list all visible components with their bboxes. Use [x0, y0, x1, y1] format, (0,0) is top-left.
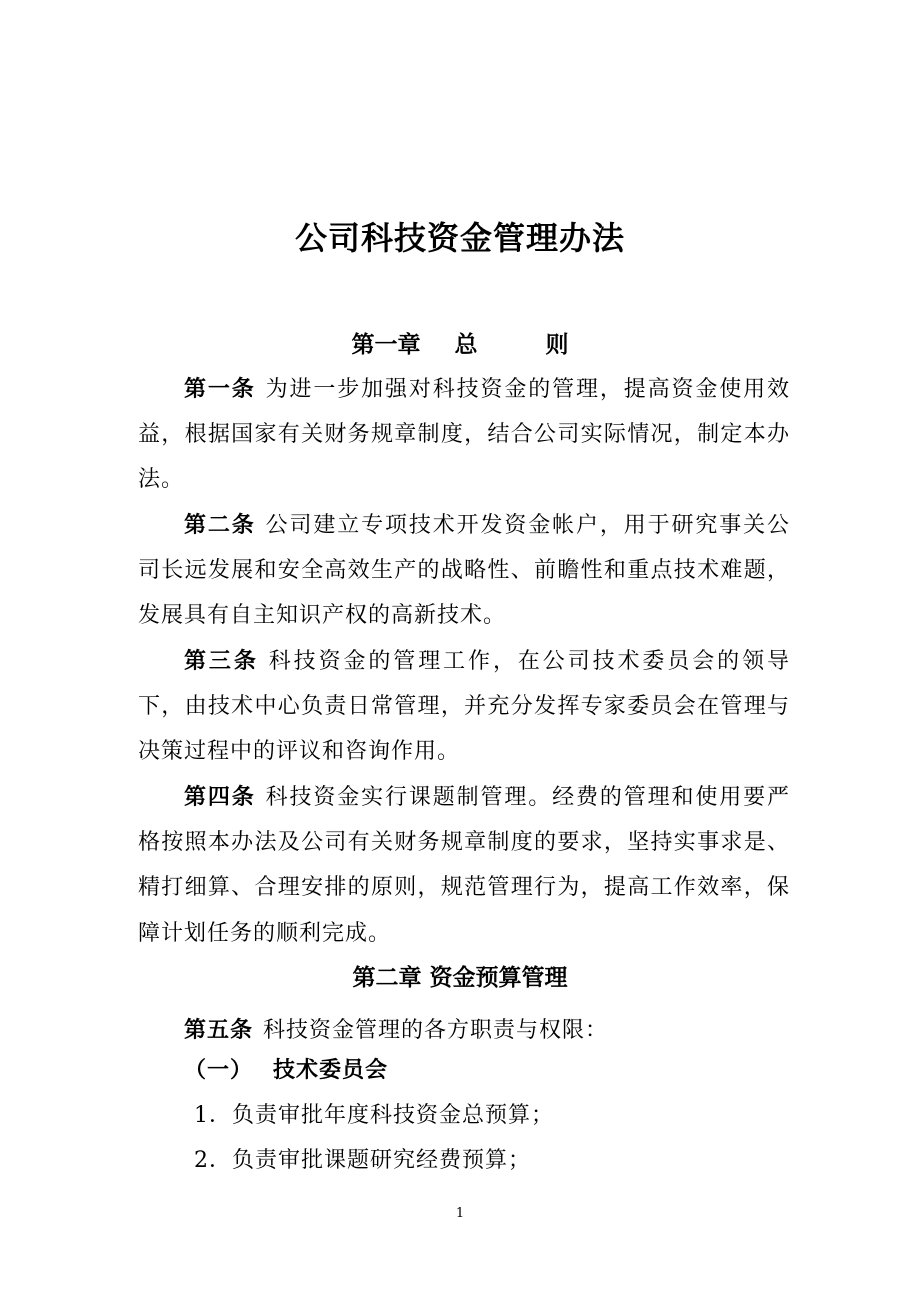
article-4	[138, 775, 790, 956]
chapter-1-heading	[0, 330, 920, 360]
article-3	[138, 639, 790, 775]
article-2	[138, 503, 790, 639]
article-5-text: 科技资金管理的各方职责与权限：	[263, 1018, 609, 1043]
section-1-title: 技术委员会	[273, 1057, 389, 1083]
article-1-label: 第一条	[184, 376, 256, 402]
chapter-1-word-1: 总	[454, 331, 478, 358]
article-2-text: 公司建立专项技术开发资金帐户，用于研究事关公司长远发展和安全高效生产的战略性、前瞻性和重点技术难题，发展具有自主知识产权的高新技术。	[138, 513, 790, 629]
article-4-text: 科技资金实行课题制管理。经费的管理和使用要严格按照本办法及公司有关财务规章制度的要求，坚持实事求是、精打细算、合理安排的原则，规范管理行为，提高工作效率，保障计划任务的顺利完成。	[138, 785, 790, 946]
article-3-label: 第三条	[184, 648, 259, 674]
section-1-number: （一）	[184, 1057, 254, 1083]
article-4-label: 第四条	[184, 784, 256, 810]
chapter-1-word-2: 则	[545, 331, 569, 358]
list-item-1: 1．负责审批年度科技资金总预算；	[194, 1103, 554, 1128]
article-1	[138, 367, 790, 503]
article-5-label: 第五条	[184, 1017, 254, 1043]
page-number: 1	[455, 1206, 465, 1221]
document-title: 公司科技资金管理办法	[294, 219, 625, 257]
article-1-text: 为进一步加强对科技资金的管理，提高资金使用效益，根据国家有关财务规章制度，结合公司实际情况，制定本办法。	[138, 377, 790, 493]
chapter-2-heading: 第二章 资金预算管理	[352, 964, 568, 991]
chapter-1-prefix: 第一章	[351, 331, 421, 358]
section-1-heading	[184, 1048, 388, 1093]
article-5	[138, 1008, 790, 1053]
article-2-label: 第二条	[184, 512, 256, 538]
list-item-2: 2．负责审批课题研究经费预算；	[194, 1148, 531, 1173]
article-3-text: 科技资金的管理工作，在公司技术委员会的领导下，由技术中心负责日常管理，并充分发挥专家委员会在管理与决策过程中的评议和咨询作用。	[138, 649, 790, 765]
